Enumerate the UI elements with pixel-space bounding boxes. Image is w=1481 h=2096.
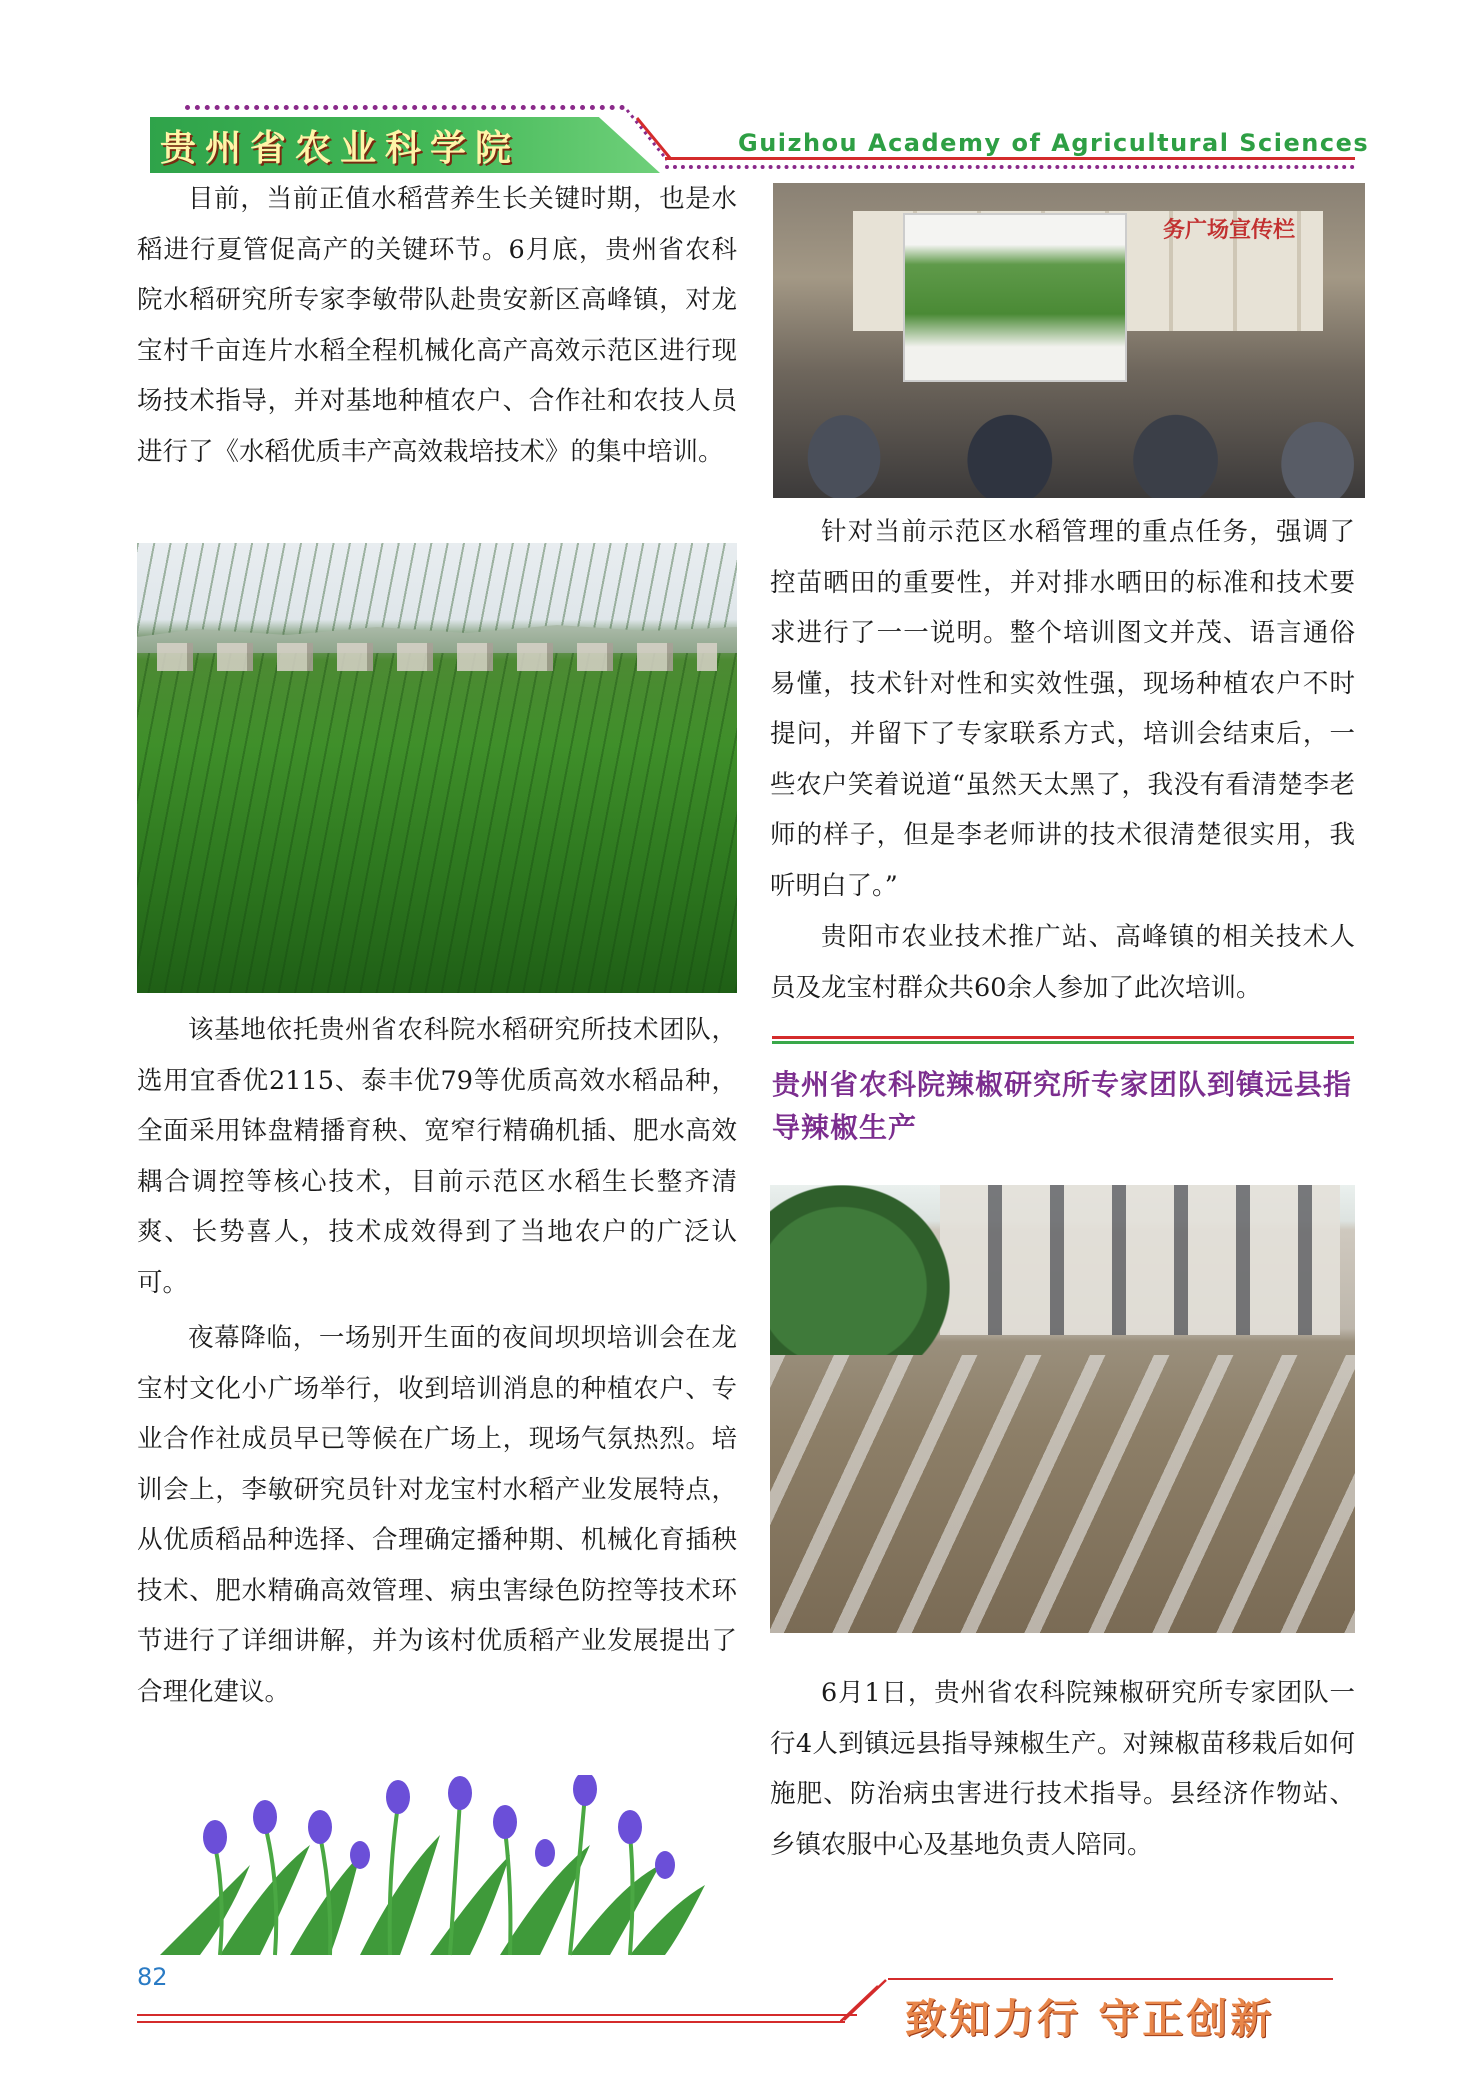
article-paragraph-6: 6月1日，贵州省农科院辣椒研究所专家团队一行4人到镇远县指导辣椒生产。对辣椒苗移栽后如何施肥、防治病虫害进行技术指导。县经济作物站、乡镇农服中心及基地负责人陪同。 — [770, 1678, 1355, 1860]
article-paragraph-2: 该基地依托贵州省农科院水稻研究所技术团队，选用宜香优2115、泰丰优79等优质高效水稻品种，全面采用钵盘精播育秧、宽窄行精确机插、肥水高效耦合调控等核心技术，目前示范区水稻生长整齐清爽、长势喜人，技术成效得到了当地农户的广泛认可。 — [137, 1015, 737, 1298]
header-red-rule — [665, 157, 1355, 160]
footer-diagonal-decoration — [840, 1978, 890, 2023]
header-dotted-rule — [665, 165, 1355, 169]
background-trees — [770, 1185, 950, 1355]
header-title-cn: 贵州省农业科学院 — [160, 127, 521, 169]
header-dotted-line — [185, 105, 625, 110]
section-green-rule — [772, 1041, 1354, 1044]
tulip-decoration-image — [160, 1775, 705, 1960]
audience-silhouettes — [773, 363, 1365, 498]
bulletin-board-text: 务广场宣传栏 — [1163, 218, 1296, 243]
article-paragraph-1: 目前，当前正值水稻营养生长关键时期，也是水稻进行夏管促高产的关键环节。6月底，贵州省农科院水稻研究所专家李敏带队赴贵安新区高峰镇，对龙宝村千亩连片水稻全程机械化高产高效示范区进行现场技术指导，并对基地种植农户、合作社和农技人员进行了《水稻优质丰产高效栽培技术》的集中培训。 — [137, 184, 737, 467]
mulch-film-rows — [770, 1355, 1355, 1633]
header-title-en: Guizhou Academy of Agricultural Sciences — [738, 129, 1370, 157]
footer-red-rule-2 — [137, 2021, 845, 2023]
rice-field-photo — [137, 543, 737, 993]
training-session-photo — [773, 183, 1365, 498]
background-building — [940, 1185, 1340, 1335]
section-red-rule — [772, 1036, 1354, 1039]
projector-screen — [903, 213, 1127, 382]
article-paragraph-4: 针对当前示范区水稻管理的重点任务，强调了控苗晒田的重要性，并对排水晒田的标准和技术要求进行了一一说明。整个培训图文并茂、语言通俗易懂，技术针对性和实效性强，现场种植农户不时提问，并留下了专家联系方式，培训会结束后，一些农户笑着说道“虽然天太黑了，我没有看清楚李老师的样子，但是李老师讲的技术很清楚很实用，我听明白了。” — [770, 517, 1355, 901]
pepper-field-photo — [770, 1185, 1355, 1633]
footer-top-rule — [888, 1978, 1333, 1980]
page-number: 82 — [137, 1963, 168, 1991]
footer-motto: 致知力行 守正创新 — [905, 1995, 1275, 2043]
footer-red-rule-1 — [137, 2014, 857, 2016]
distant-houses — [157, 643, 717, 671]
article-paragraph-5: 贵阳市农业技术推广站、高峰镇的相关技术人员及龙宝村群众共60余人参加了此次培训。 — [770, 922, 1355, 1003]
article-paragraph-3: 夜幕降临，一场别开生面的夜间坝坝培训会在龙宝村文化小广场举行，收到培训消息的种植农户、专业合作社成员早已等候在广场上，现场气氛热烈。培训会上，李敏研究员针对龙宝村水稻产业发展特点，从优质稻品种选择、合理确定播种期、机械化育插秧技术、肥水精确高效管理、病虫害绿色防控等技术环节进行了详细讲解，并为该村优质稻产业发展提出了合理化建议。 — [137, 1323, 737, 1707]
section-headline: 贵州省农科院辣椒研究所专家团队到镇远县指导辣椒生产 — [772, 1068, 1353, 1144]
